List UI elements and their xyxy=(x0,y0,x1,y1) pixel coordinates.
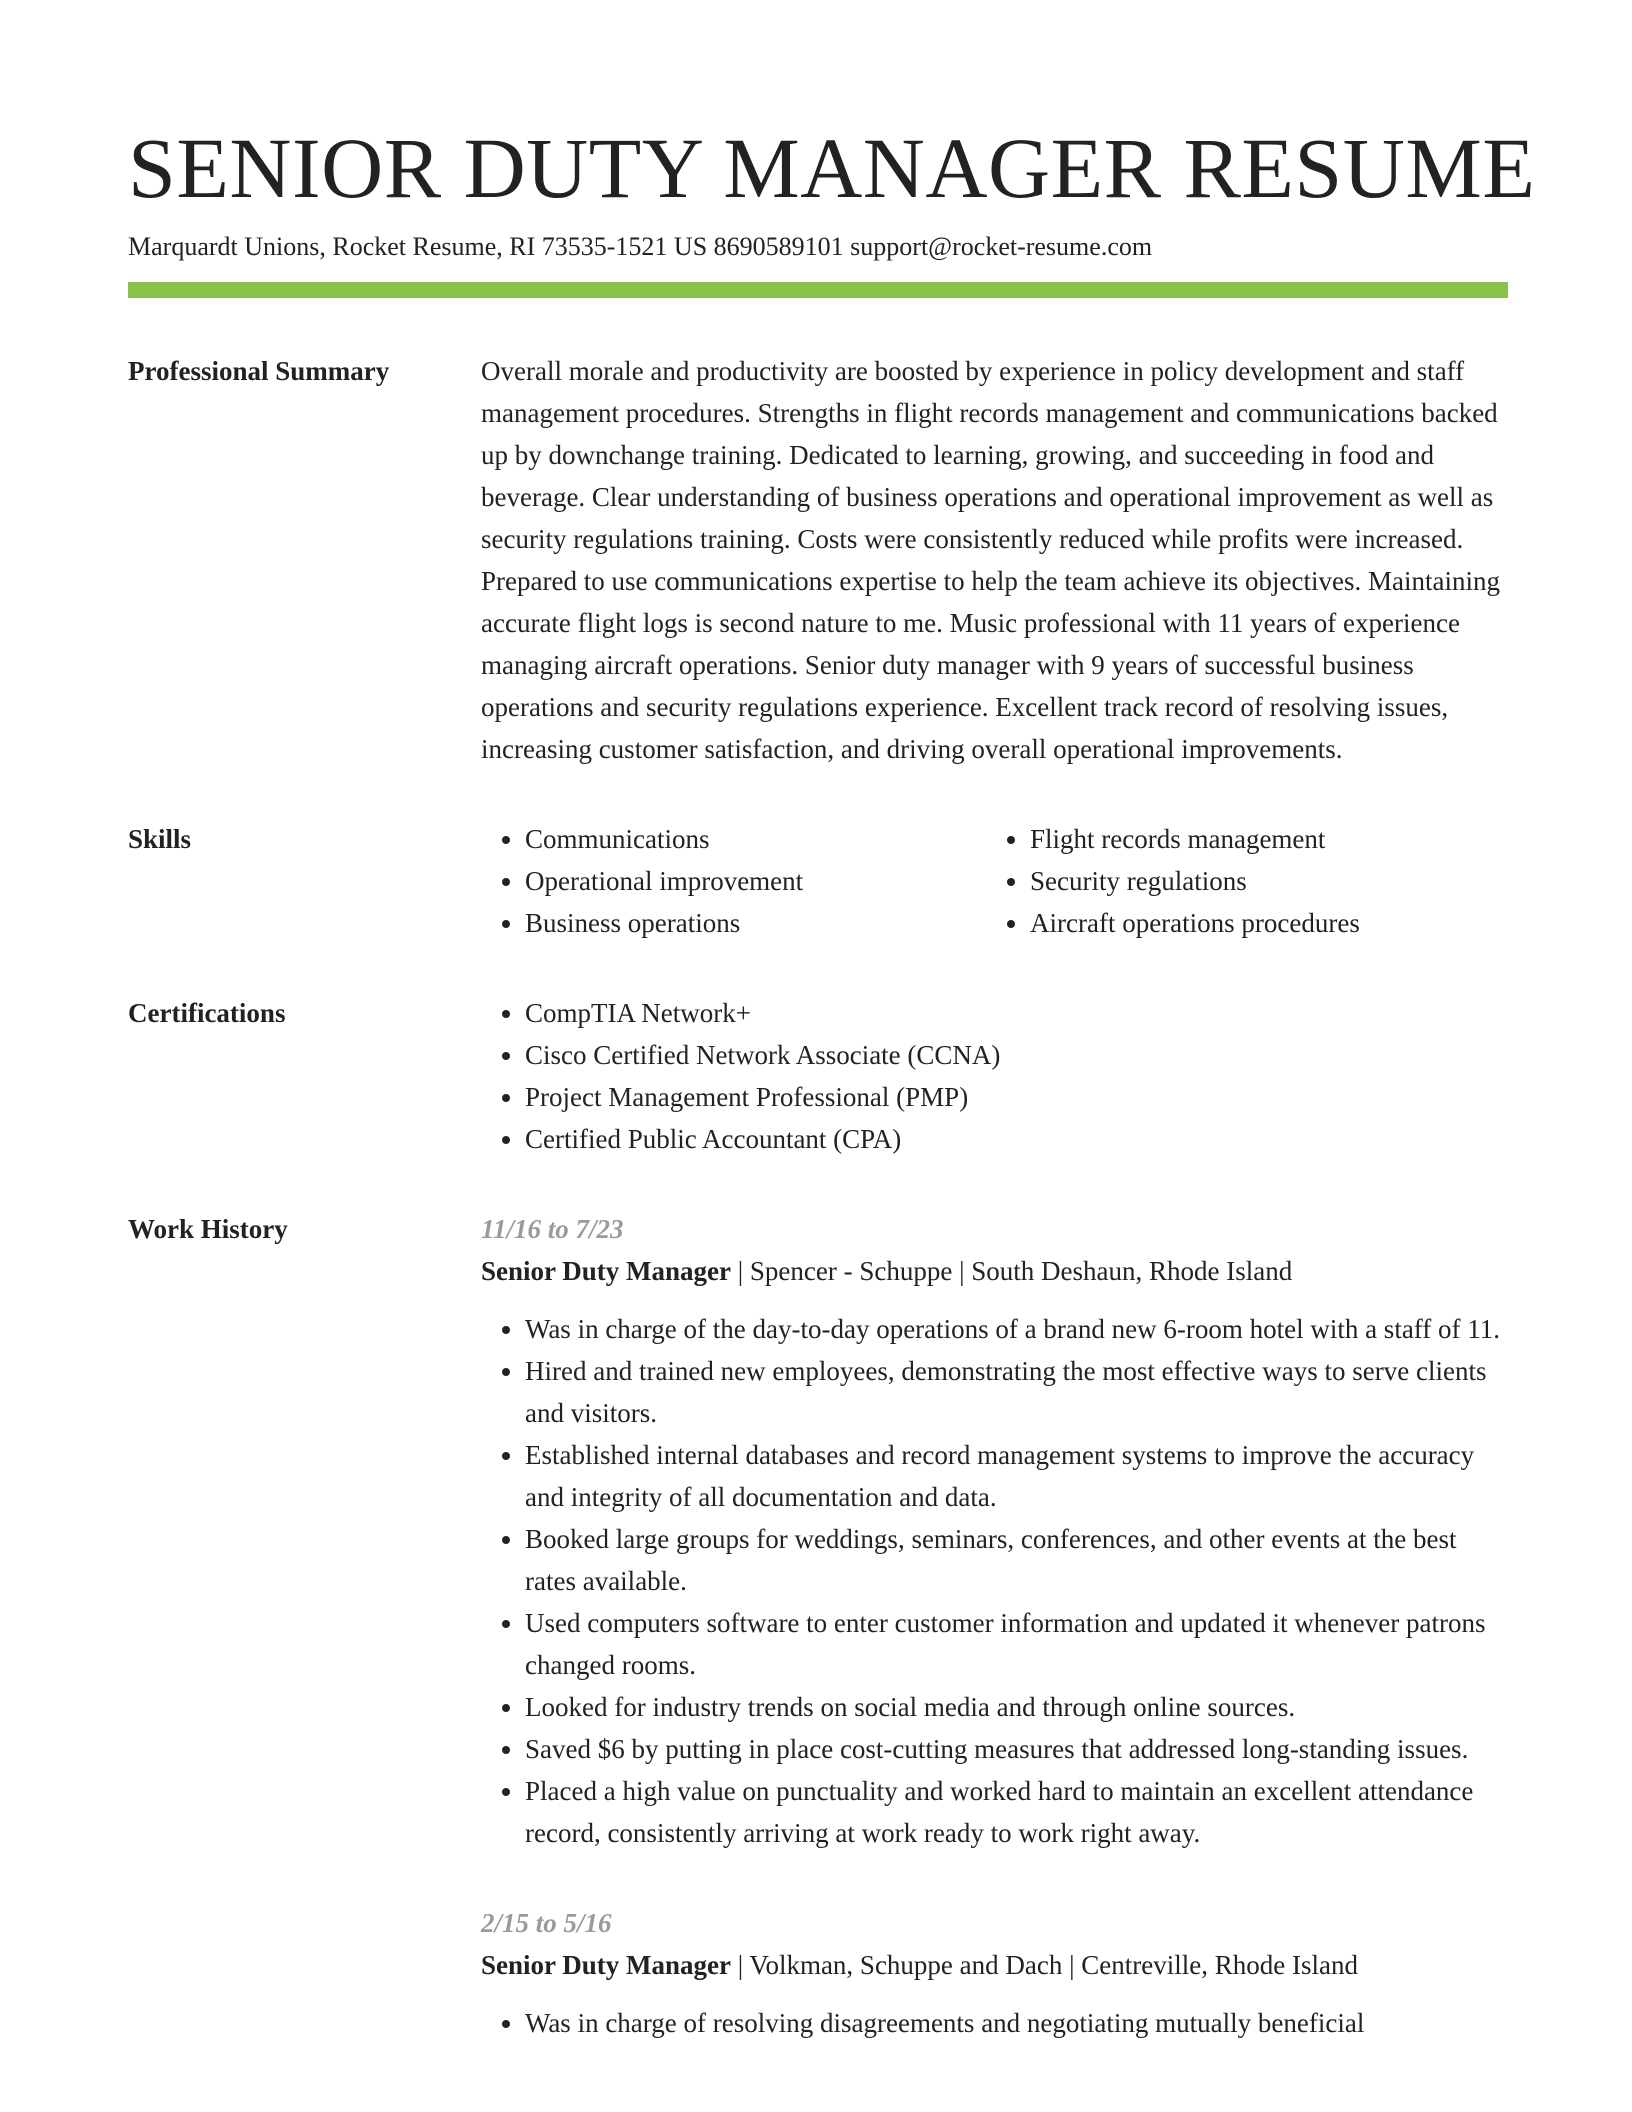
skills-grid xyxy=(481,818,1508,944)
certifications-list xyxy=(481,992,1508,1160)
resume-title: SENIOR DUTY MANAGER RESUME xyxy=(128,120,1536,216)
job-bullets xyxy=(481,2002,1508,2044)
job-entry xyxy=(481,1902,1508,2044)
skill-item: • Operational improvement xyxy=(525,860,986,902)
skill-item: • Aircraft operations procedures xyxy=(1030,902,1491,944)
job-title-line xyxy=(481,1250,1508,1292)
contact-line xyxy=(128,230,1508,264)
job-company: Volkman, Schuppe and Dach xyxy=(749,1950,1063,1980)
job-bullet: • Was in charge of resolving disagreements and negotiating mutually beneficial xyxy=(525,2002,1508,2044)
job-entry xyxy=(481,1208,1508,1854)
job-bullet: • Used computers software to enter customer information and updated it whenever patrons changed rooms. xyxy=(525,1602,1508,1686)
section-label: Work History xyxy=(128,1214,288,1244)
job-bullet: • Placed a high value on punctuality and worked hard to maintain an excellent attendance record, consistently arriving at work ready to work right away. xyxy=(525,1770,1508,1854)
job-title: Senior Duty Manager xyxy=(481,1950,731,1980)
job-bullet: • Hired and trained new employees, demonstrating the most effective ways to serve clients and visitors. xyxy=(525,1350,1508,1434)
resume-page xyxy=(128,118,1536,2044)
section-label: Professional Summary xyxy=(128,356,390,386)
skills-list-right xyxy=(986,818,1491,944)
job-bullet: • Saved $6 by putting in place cost-cutting measures that addressed long-standing issues. xyxy=(525,1728,1508,1770)
skill-item: • Communications xyxy=(525,818,986,860)
certification-item: • Project Management Professional (PMP) xyxy=(525,1076,1508,1118)
job-dates: 11/16 to 7/23 xyxy=(481,1214,624,1244)
section-skills xyxy=(128,818,1508,944)
job-company: Spencer - Schuppe xyxy=(749,1256,953,1286)
section-work-history xyxy=(128,1208,1508,2044)
contact-phone: 8690589101 xyxy=(713,232,844,261)
job-bullet: • Was in charge of the day-to-day operations of a brand new 6-room hotel with a staff of 11. xyxy=(525,1308,1508,1350)
section-label: Certifications xyxy=(128,998,286,1028)
job-bullet: • Established internal databases and record management systems to improve the accuracy and integrity of all documentation and data. xyxy=(525,1434,1508,1518)
certification-item: • CompTIA Network+ xyxy=(525,992,1508,1034)
contact-email[interactable]: support@rocket-resume.com xyxy=(850,232,1153,261)
job-separator: | xyxy=(1062,1950,1082,1980)
contact-address: Marquardt Unions, Rocket Resume, RI 73535-1521 US xyxy=(128,232,708,261)
job-bullet: • Booked large groups for weddings, seminars, conferences, and other events at the best rates available. xyxy=(525,1518,1508,1602)
job-separator: | xyxy=(731,1950,750,1980)
job-title: Senior Duty Manager xyxy=(481,1256,731,1286)
skills-list-left xyxy=(481,818,986,944)
skill-item: • Security regulations xyxy=(1030,860,1491,902)
section-professional-summary xyxy=(128,350,1508,770)
summary-text: Overall morale and productivity are boosted by experience in policy development and staff management procedures. Strengths in flight records management and communications backed up by downchange training. Dedicated to learning, growing, and succeeding in food and beverage. Clear understanding of business operations and operational improvement as well as security regulations training. Costs were consistently reduced while profits were increased. Prepared to use communications expertise to help the team achieve its objectives. Maintaining accurate flight logs is second nature to me. Music professional with 11 years of experience managing aircraft operations. Senior duty manager with 9 years of successful business operations and security regulations experience. Excellent track record of resolving issues, increasing customer satisfaction, and driving overall operational improvements. xyxy=(481,356,1500,764)
job-location: Centreville, Rhode Island xyxy=(1081,1950,1358,1980)
section-certifications xyxy=(128,992,1508,1160)
job-title-line xyxy=(481,1944,1508,1986)
job-bullets xyxy=(481,1308,1508,1854)
job-separator: | xyxy=(731,1256,750,1286)
job-location: South Deshaun, Rhode Island xyxy=(971,1256,1293,1286)
certification-item: • Certified Public Accountant (CPA) xyxy=(525,1118,1508,1160)
section-body xyxy=(481,992,1508,1160)
certification-item: • Cisco Certified Network Associate (CCNA) xyxy=(525,1034,1508,1076)
job-separator: | xyxy=(952,1256,972,1286)
section-body xyxy=(481,350,1508,770)
section-body xyxy=(481,1208,1508,2044)
skill-item: • Business operations xyxy=(525,902,986,944)
job-bullet: • Looked for industry trends on social media and through online sources. xyxy=(525,1686,1508,1728)
skill-item: • Flight records management xyxy=(1030,818,1491,860)
header-accent-rule xyxy=(128,282,1508,298)
job-dates: 2/15 to 5/16 xyxy=(481,1908,612,1938)
section-label: Skills xyxy=(128,824,192,854)
